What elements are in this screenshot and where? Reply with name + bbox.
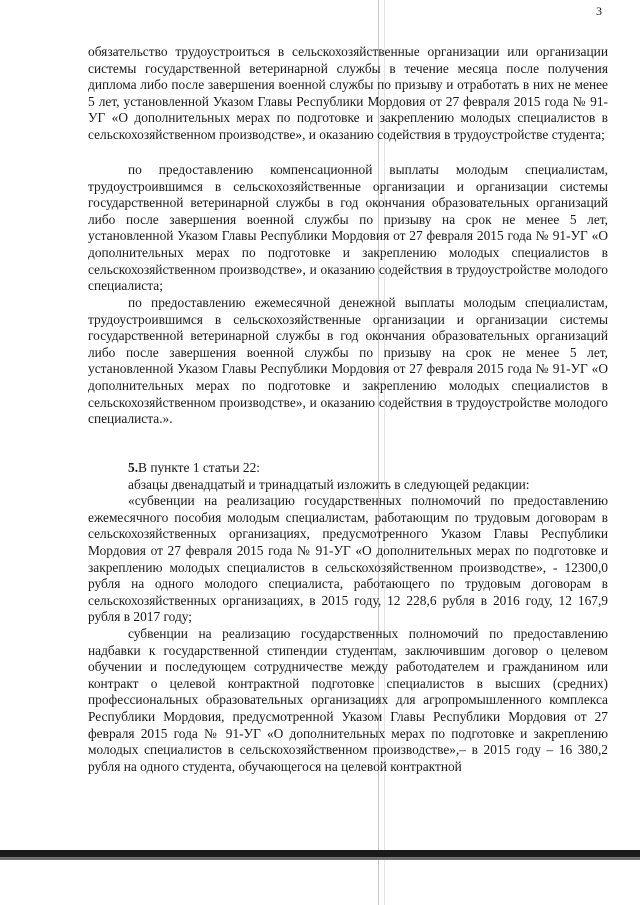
paragraph-text: субвенции на реализацию государственных полномочий по предоставлению надбавки к государственной стипендии студентам, заключившим договор о целевом обучении и последующем сотрудничестве между работодателем и гражданином или контракт о целевой контрактной подготовке специалистов в высших (средних) профессиональных образовательных организациях для агропромышленного комплекса Республики Мордовия, предусмотренной Указом Главы Республики Мордовия от 27 февраля 2015 года № 91-УГ «О дополнительных мерах по подготовке и закреплению молодых специалистов в сельскохозяйственном производстве»,– в 2015 году – 16 380,2 рубля на одного студента, обучающегося на целевой контрактной: [88, 625, 608, 774]
paragraph-text: обязательство трудоустроиться в сельскохозяйственные организации или организации системы государственной ветеринарной службы в течение месяца после получения диплома либо после завершения военной службы по призыву и отработать в них не менее 5 лет, установленной Указом Главы Республики Мордовия от 27 февраля 2015 года № 91-УГ «О дополнительных мерах по подготовке и закреплению молодых специалистов в сельскохозяйственном производстве», и оказанию содействия в трудоустройстве студента;: [88, 44, 608, 142]
page-number: 3: [596, 4, 602, 18]
paragraph-text: по предоставлению компенсационной выплаты молодым специалистам, трудоустроившимся в сельскохозяйственные организации и организации системы государственной ветеринарной службы в год окончания образовательных организаций либо после завершения военной службы по призыву на срок не менее 5 лет, установленной Указом Главы Республики Мордовия от 27 февраля 2015 года № 91-УГ «О дополнительных мерах по подготовке и закреплению молодых специалистов в сельскохозяйственном производстве», и оказанию содействия в трудоустройстве молодого специалиста;: [88, 162, 608, 294]
section-intro: абзацы двенадцатый и тринадцатый изложить в следующей редакции:: [128, 476, 530, 492]
section-number: 5.: [128, 460, 139, 475]
scan-bottom-shadow: [0, 857, 640, 860]
section-title: В пункте 1 статьи 22:: [138, 460, 261, 475]
paragraph-text: «субвенции на реализацию государственных полномочий по предоставлению ежемесячного пособия молодым специалистам, работающим по трудовым договорам в сельскохозяйственных организациях, предусмотренного Указом Главы Республики Мордовия от 27 февраля 2015 года № 91-УГ «О дополнительных мерах по подготовке и закреплению молодых специалистов в сельскохозяйственном производстве», - 12300,0 рубля на одного молодого специалиста, работающего по трудовым договорам в сельскохозяйственных организациях, в 2015 году, 12 228,6 рубля в 2016 году, 12 167,9 рубля в 2017 году;: [88, 493, 608, 625]
section-5: [88, 460, 608, 775]
paragraph: [88, 162, 608, 295]
paragraph: [88, 44, 608, 144]
paragraph: [88, 295, 608, 428]
paragraph-text: по предоставлению ежемесячной денежной выплаты молодым специалистам, трудоустроившимся в сельскохозяйственные организации и организации системы государственной ветеринарной службы в год окончания образовательных организаций либо после завершения военной службы по призыву на срок не менее 5 лет, установленной Указом Главы Республики Мордовия от 27 февраля 2015 года № 91-УГ «О дополнительных мерах по подготовке и закреплению молодых специалистов в сельскохозяйственном производстве», и оказанию содействия в трудоустройстве молодого специалиста.».: [88, 295, 608, 427]
scan-bottom-edge: [0, 850, 640, 857]
section-heading: [88, 460, 608, 477]
